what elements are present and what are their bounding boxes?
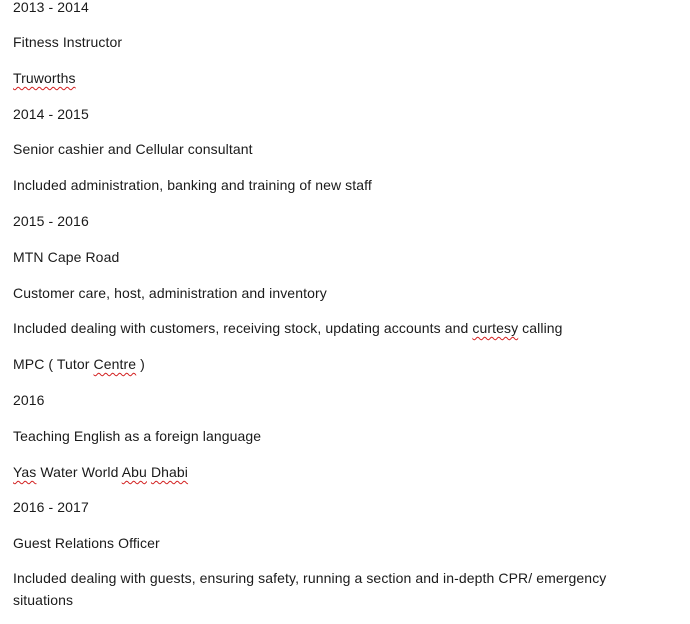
job-title-line: Guest Relations Officer	[13, 535, 160, 551]
date-range-line: 2014 - 2015	[13, 106, 89, 122]
spellcheck-flagged-word: curtesy	[472, 320, 519, 336]
spellcheck-flagged-word: Yas	[13, 464, 37, 480]
job-title-line: Senior cashier and Cellular consultant	[13, 141, 253, 157]
date-range-line: 2013 - 2014	[13, 0, 89, 15]
spellcheck-flagged-word: Centre	[93, 356, 137, 372]
date-range-line: 2016 - 2017	[13, 499, 89, 515]
date-range-line: 2016	[13, 392, 45, 408]
employer-line: MPC ( Tutor Centre )	[13, 356, 145, 372]
duties-line: Included dealing with customers, receiving stock, updating accounts and curtesy calling	[13, 320, 563, 336]
duties-line: Included administration, banking and training of new staff	[13, 177, 372, 193]
job-title-line: Customer care, host, administration and inventory	[13, 285, 327, 301]
job-title-line: Teaching English as a foreign language	[13, 428, 262, 444]
duties-line: Included dealing with guests, ensuring safety, running a section and in-depth CPR/ emergency situations	[13, 570, 607, 608]
employer-line	[13, 69, 76, 87]
employer-line: Yas Water World Abu Dhabi	[13, 464, 189, 480]
spellcheck-flagged-word: Abu	[121, 464, 147, 480]
spellcheck-flagged-word: Truworths	[13, 70, 76, 86]
date-range-line: 2015 - 2016	[13, 213, 89, 229]
employer-line: MTN Cape Road	[13, 249, 120, 265]
spellcheck-flagged-word: Dhabi	[150, 464, 189, 480]
job-title-line: Fitness Instructor	[13, 34, 123, 50]
